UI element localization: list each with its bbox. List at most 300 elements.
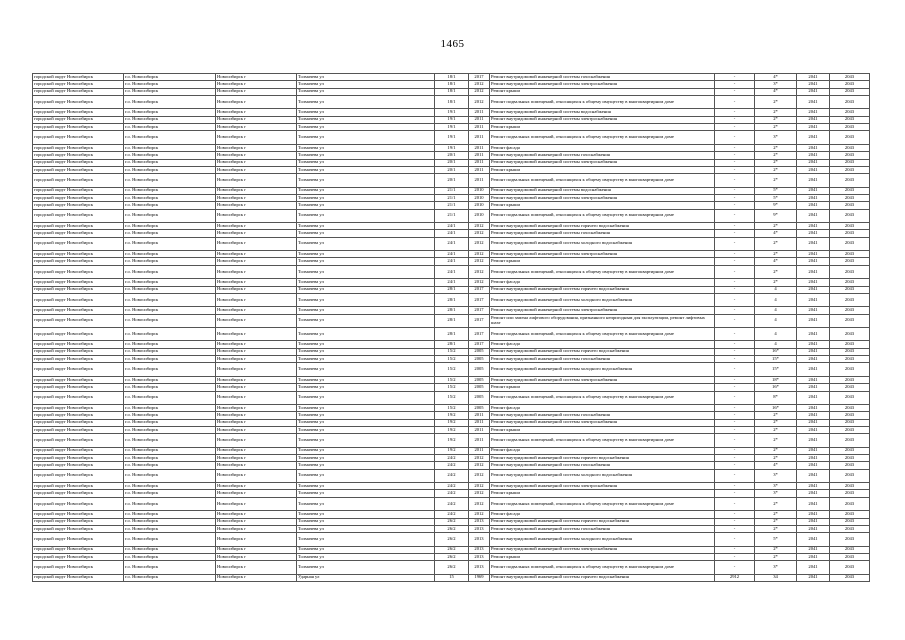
municipality-cell: городской округ Новосибирск [33, 174, 124, 187]
work-type-cell: Ремонт крыши [490, 490, 715, 497]
work-type-cell: Ремонт внутридомовой инженерной системы газоснабжения [490, 462, 715, 469]
house-number-cell: 24/2 [435, 469, 469, 482]
table-row [33, 307, 870, 314]
end-year-cell: 2043 [830, 483, 870, 490]
table-row [33, 279, 870, 286]
area-cell: - [715, 237, 755, 250]
municipality-cell: городской округ Новосибирск [33, 286, 124, 293]
end-year-cell: 2043 [830, 518, 870, 525]
municipality-cell: городской округ Новосибирск [33, 469, 124, 482]
value-cell: 2* [755, 237, 797, 250]
house-number-cell: 28/1 [435, 314, 469, 327]
end-year-cell: 2043 [830, 258, 870, 265]
house-number-cell: 19/1 [435, 116, 469, 123]
start-year-cell: 2041 [797, 251, 830, 258]
house-number-cell: 24/1 [435, 230, 469, 237]
street-cell: Толмачева ул [297, 447, 435, 454]
district-cell: г.о. Новосибирск [124, 426, 216, 433]
table-row [33, 533, 870, 546]
house-number-cell: 20/1 [435, 159, 469, 166]
area-cell: - [715, 88, 755, 95]
year-built-cell: 2012 [469, 237, 490, 250]
district-cell: г.о. Новосибирск [124, 518, 216, 525]
work-type-cell: Ремонт крыши [490, 124, 715, 131]
municipality-cell: городской округ Новосибирск [33, 258, 124, 265]
table-row [33, 469, 870, 482]
year-built-cell: 2005 [469, 348, 490, 355]
house-number-cell: 19/1 [435, 144, 469, 151]
start-year-cell: 2041 [797, 109, 830, 116]
district-cell: г.о. Новосибирск [124, 307, 216, 314]
start-year-cell: 2041 [797, 293, 830, 306]
area-cell: - [715, 490, 755, 497]
district-cell: г.о. Новосибирск [124, 574, 216, 581]
table-row [33, 447, 870, 454]
work-type-cell: Ремонт подвальных помещений, относящихся к общему имуществу в многоквартирном доме [490, 265, 715, 278]
year-built-cell: 2012 [469, 483, 490, 490]
work-type-cell: Ремонт внутридомовой инженерной системы электроснабжения [490, 81, 715, 88]
work-type-cell: Ремонт фасада [490, 511, 715, 518]
municipality-cell: городской округ Новосибирск [33, 230, 124, 237]
district-cell: г.о. Новосибирск [124, 328, 216, 341]
city-cell: Новосибирск г [216, 307, 297, 314]
municipality-cell: городской округ Новосибирск [33, 144, 124, 151]
value-cell: 4* [755, 74, 797, 81]
district-cell: г.о. Новосибирск [124, 412, 216, 419]
area-cell: - [715, 404, 755, 411]
start-year-cell: 2041 [797, 376, 830, 383]
municipality-cell: городской округ Новосибирск [33, 497, 124, 510]
table-row [33, 88, 870, 95]
city-cell: Новосибирск г [216, 574, 297, 581]
district-cell: г.о. Новосибирск [124, 109, 216, 116]
table-row [33, 265, 870, 278]
house-number-cell: 19/2 [435, 412, 469, 419]
municipality-cell: городской округ Новосибирск [33, 434, 124, 447]
end-year-cell: 2043 [830, 404, 870, 411]
end-year-cell: 2043 [830, 469, 870, 482]
house-number-cell: 28/1 [435, 286, 469, 293]
street-cell: Толмачева ул [297, 412, 435, 419]
street-cell: Толмачева ул [297, 376, 435, 383]
area-cell: - [715, 511, 755, 518]
area-cell: - [715, 258, 755, 265]
work-type-cell: Ремонт внутридомовой инженерной системы электроснабжения [490, 251, 715, 258]
municipality-cell: городской округ Новосибирск [33, 166, 124, 173]
end-year-cell: 2043 [830, 265, 870, 278]
house-number-cell: 21/1 [435, 194, 469, 201]
table-row [33, 131, 870, 144]
house-number-cell: 18/1 [435, 74, 469, 81]
end-year-cell: 2043 [830, 490, 870, 497]
start-year-cell: 2041 [797, 209, 830, 222]
area-cell: - [715, 223, 755, 230]
district-cell: г.о. Новосибирск [124, 497, 216, 510]
area-cell: - [715, 376, 755, 383]
district-cell: г.о. Новосибирск [124, 209, 216, 222]
table-row [33, 518, 870, 525]
table-row [33, 74, 870, 81]
street-cell: Толмачева ул [297, 307, 435, 314]
table-row [33, 455, 870, 462]
year-built-cell: 2012 [469, 223, 490, 230]
municipality-cell: городской округ Новосибирск [33, 131, 124, 144]
year-built-cell: 2005 [469, 404, 490, 411]
municipality-cell: городской округ Новосибирск [33, 194, 124, 201]
work-type-cell: Ремонт фасада [490, 144, 715, 151]
house-number-cell: 19/2 [435, 434, 469, 447]
table-row [33, 124, 870, 131]
district-cell: г.о. Новосибирск [124, 447, 216, 454]
city-cell: Новосибирск г [216, 391, 297, 404]
house-number-cell: 15/2 [435, 376, 469, 383]
municipality-cell: городской округ Новосибирск [33, 88, 124, 95]
year-built-cell: 2005 [469, 363, 490, 376]
end-year-cell: 2043 [830, 307, 870, 314]
area-cell: - [715, 328, 755, 341]
work-type-cell: Ремонт внутридомовой инженерной системы холодного водоснабжения [490, 293, 715, 306]
start-year-cell: 2041 [797, 265, 830, 278]
work-type-cell: Ремонт или замена лифтового оборудования, признанного непригодным для эксплуатации, ремонт лифтовых шахт [490, 314, 715, 327]
house-number-cell: 21/1 [435, 187, 469, 194]
city-cell: Новосибирск г [216, 455, 297, 462]
start-year-cell: 2041 [797, 462, 830, 469]
end-year-cell: 2043 [830, 328, 870, 341]
municipality-cell: городской округ Новосибирск [33, 376, 124, 383]
city-cell: Новосибирск г [216, 419, 297, 426]
street-cell: Толмачева ул [297, 341, 435, 348]
city-cell: Новосибирск г [216, 404, 297, 411]
value-cell: 16* [755, 404, 797, 411]
city-cell: Новосибирск г [216, 363, 297, 376]
value-cell: 2* [755, 166, 797, 173]
house-number-cell: 24/2 [435, 483, 469, 490]
year-built-cell: 2013 [469, 561, 490, 574]
city-cell: Новосибирск г [216, 356, 297, 363]
value-cell: 2* [755, 174, 797, 187]
value-cell: 4* [755, 88, 797, 95]
table-row [33, 144, 870, 151]
house-number-cell: 24/1 [435, 237, 469, 250]
year-built-cell: 2011 [469, 434, 490, 447]
year-built-cell: 2012 [469, 96, 490, 109]
start-year-cell: 2041 [797, 348, 830, 355]
city-cell: Новосибирск г [216, 237, 297, 250]
table-row [33, 230, 870, 237]
year-built-cell: 2011 [469, 447, 490, 454]
table-row [33, 561, 870, 574]
value-cell: 2* [755, 497, 797, 510]
work-type-cell: Ремонт внутридомовой инженерной системы холодного водоснабжения [490, 363, 715, 376]
street-cell: Толмачева ул [297, 455, 435, 462]
start-year-cell: 2041 [797, 518, 830, 525]
end-year-cell: 2043 [830, 166, 870, 173]
work-type-cell: Ремонт внутридомовой инженерной системы горячего водоснабжения [490, 455, 715, 462]
work-type-cell: Ремонт крыши [490, 553, 715, 560]
value-cell: 4 [755, 286, 797, 293]
city-cell: Новосибирск г [216, 384, 297, 391]
city-cell: Новосибирск г [216, 131, 297, 144]
value-cell: 2* [755, 434, 797, 447]
city-cell: Новосибирск г [216, 124, 297, 131]
year-built-cell: 2013 [469, 546, 490, 553]
value-cell: 4* [755, 462, 797, 469]
area-cell: - [715, 341, 755, 348]
value-cell: 9* [755, 209, 797, 222]
year-built-cell: 2012 [469, 81, 490, 88]
start-year-cell: 2041 [797, 341, 830, 348]
work-type-cell: Ремонт внутридомовой инженерной системы холодного водоснабжения [490, 469, 715, 482]
district-cell: г.о. Новосибирск [124, 166, 216, 173]
municipality-cell: городской округ Новосибирск [33, 356, 124, 363]
house-number-cell: 21/1 [435, 209, 469, 222]
street-cell: Толмачева ул [297, 391, 435, 404]
area-cell: - [715, 384, 755, 391]
work-type-cell: Ремонт крыши [490, 426, 715, 433]
start-year-cell: 2041 [797, 561, 830, 574]
street-cell: Толмачева ул [297, 237, 435, 250]
area-cell: - [715, 279, 755, 286]
city-cell: Новосибирск г [216, 328, 297, 341]
street-cell: Толмачева ул [297, 546, 435, 553]
street-cell: Толмачева ул [297, 279, 435, 286]
end-year-cell: 2043 [830, 124, 870, 131]
municipality-cell: городской округ Новосибирск [33, 511, 124, 518]
end-year-cell: 2043 [830, 376, 870, 383]
end-year-cell: 2043 [830, 553, 870, 560]
city-cell: Новосибирск г [216, 348, 297, 355]
street-cell: Толмачева ул [297, 166, 435, 173]
year-built-cell: 2010 [469, 202, 490, 209]
area-cell: - [715, 419, 755, 426]
value-cell: 3* [755, 131, 797, 144]
area-cell: - [715, 159, 755, 166]
street-cell: Толмачева ул [297, 202, 435, 209]
work-type-cell: Ремонт подвальных помещений, относящихся к общему имуществу в многоквартирном доме [490, 434, 715, 447]
value-cell: 4 [755, 341, 797, 348]
municipality-cell: городской округ Новосибирск [33, 546, 124, 553]
street-cell: Толмачева ул [297, 356, 435, 363]
value-cell: 3* [755, 483, 797, 490]
city-cell: Новосибирск г [216, 553, 297, 560]
street-cell: Толмачева ул [297, 159, 435, 166]
value-cell: 4* [755, 258, 797, 265]
start-year-cell: 2041 [797, 412, 830, 419]
house-number-cell: 28/1 [435, 293, 469, 306]
year-built-cell: 2012 [469, 469, 490, 482]
street-cell: Толмачева ул [297, 81, 435, 88]
city-cell: Новосибирск г [216, 546, 297, 553]
district-cell: г.о. Новосибирск [124, 124, 216, 131]
start-year-cell: 2041 [797, 455, 830, 462]
district-cell: г.о. Новосибирск [124, 434, 216, 447]
area-cell: - [715, 116, 755, 123]
end-year-cell: 2043 [830, 131, 870, 144]
district-cell: г.о. Новосибирск [124, 187, 216, 194]
city-cell: Новосибирск г [216, 518, 297, 525]
area-cell: - [715, 131, 755, 144]
value-cell: 2* [755, 109, 797, 116]
table-row [33, 553, 870, 560]
table-row [33, 490, 870, 497]
table-row [33, 434, 870, 447]
table-row [33, 363, 870, 376]
city-cell: Новосибирск г [216, 279, 297, 286]
start-year-cell: 2041 [797, 307, 830, 314]
start-year-cell: 2041 [797, 384, 830, 391]
street-cell: Толмачева ул [297, 174, 435, 187]
table-row [33, 194, 870, 201]
value-cell: 2* [755, 116, 797, 123]
work-type-cell: Ремонт внутридомовой инженерной системы газоснабжения [490, 230, 715, 237]
start-year-cell: 2041 [797, 356, 830, 363]
end-year-cell: 2043 [830, 293, 870, 306]
district-cell: г.о. Новосибирск [124, 384, 216, 391]
district-cell: г.о. Новосибирск [124, 363, 216, 376]
value-cell: 2* [755, 412, 797, 419]
year-built-cell: 2011 [469, 426, 490, 433]
work-type-cell: Ремонт внутридомовой инженерной системы газоснабжения [490, 525, 715, 532]
end-year-cell: 2043 [830, 363, 870, 376]
start-year-cell: 2041 [797, 230, 830, 237]
work-type-cell: Ремонт подвальных помещений, относящихся к общему имуществу в многоквартирном доме [490, 96, 715, 109]
area-cell: - [715, 251, 755, 258]
district-cell: г.о. Новосибирск [124, 553, 216, 560]
value-cell: 2* [755, 455, 797, 462]
work-type-cell: Ремонт фасада [490, 447, 715, 454]
year-built-cell: 2005 [469, 391, 490, 404]
value-cell: 2* [755, 251, 797, 258]
municipality-cell: городской округ Новосибирск [33, 96, 124, 109]
start-year-cell: 2041 [797, 511, 830, 518]
value-cell: 2* [755, 546, 797, 553]
house-number-cell: 18/1 [435, 88, 469, 95]
end-year-cell: 2043 [830, 152, 870, 159]
house-number-cell: 26/2 [435, 525, 469, 532]
district-cell: г.о. Новосибирск [124, 194, 216, 201]
year-built-cell: 2010 [469, 187, 490, 194]
city-cell: Новосибирск г [216, 314, 297, 327]
district-cell: г.о. Новосибирск [124, 286, 216, 293]
end-year-cell: 2043 [830, 462, 870, 469]
work-type-cell: Ремонт подвальных помещений, относящихся к общему имуществу в многоквартирном доме [490, 209, 715, 222]
area-cell: - [715, 412, 755, 419]
value-cell: 3* [755, 490, 797, 497]
table-row [33, 152, 870, 159]
municipality-cell: городской округ Новосибирск [33, 293, 124, 306]
table-row [33, 574, 870, 581]
house-number-cell: 24/1 [435, 251, 469, 258]
table-row [33, 116, 870, 123]
district-cell: г.о. Новосибирск [124, 348, 216, 355]
street-cell: Толмачева ул [297, 265, 435, 278]
house-number-cell: 24/2 [435, 455, 469, 462]
municipality-cell: городской округ Новосибирск [33, 419, 124, 426]
municipality-cell: городской округ Новосибирск [33, 412, 124, 419]
city-cell: Новосибирск г [216, 251, 297, 258]
municipality-cell: городской округ Новосибирск [33, 223, 124, 230]
city-cell: Новосибирск г [216, 223, 297, 230]
area-cell: - [715, 483, 755, 490]
street-cell: Толмачева ул [297, 404, 435, 411]
district-cell: г.о. Новосибирск [124, 251, 216, 258]
register-body [33, 74, 870, 582]
start-year-cell: 2041 [797, 533, 830, 546]
start-year-cell: 2041 [797, 223, 830, 230]
value-cell: 2* [755, 426, 797, 433]
city-cell: Новосибирск г [216, 511, 297, 518]
street-cell: Толмачева ул [297, 533, 435, 546]
end-year-cell: 2043 [830, 314, 870, 327]
work-type-cell: Ремонт внутридомовой инженерной системы холодного водоснабжения [490, 533, 715, 546]
end-year-cell: 2043 [830, 251, 870, 258]
house-number-cell: 24/2 [435, 497, 469, 510]
area-cell: - [715, 307, 755, 314]
work-type-cell: Ремонт внутридомовой инженерной системы электроснабжения [490, 483, 715, 490]
area-cell: - [715, 202, 755, 209]
district-cell: г.о. Новосибирск [124, 525, 216, 532]
work-type-cell: Ремонт внутридомовой инженерной системы электроснабжения [490, 116, 715, 123]
table-row [33, 223, 870, 230]
work-type-cell: Ремонт внутридомовой инженерной системы горячего водоснабжения [490, 518, 715, 525]
municipality-cell: городской округ Новосибирск [33, 363, 124, 376]
house-number-cell: 19/2 [435, 426, 469, 433]
year-built-cell: 2012 [469, 230, 490, 237]
city-cell: Новосибирск г [216, 412, 297, 419]
area-cell: - [715, 497, 755, 510]
district-cell: г.о. Новосибирск [124, 279, 216, 286]
work-type-cell: Ремонт внутридомовой инженерной системы электроснабжения [490, 194, 715, 201]
street-cell: Толмачева ул [297, 462, 435, 469]
end-year-cell: 2043 [830, 286, 870, 293]
city-cell: Новосибирск г [216, 434, 297, 447]
municipality-cell: городской округ Новосибирск [33, 159, 124, 166]
start-year-cell: 2041 [797, 483, 830, 490]
house-number-cell: 19/2 [435, 447, 469, 454]
area-cell: - [715, 314, 755, 327]
end-year-cell: 2043 [830, 447, 870, 454]
capital-repair-register-table [32, 73, 870, 582]
year-built-cell: 2011 [469, 166, 490, 173]
city-cell: Новосибирск г [216, 426, 297, 433]
district-cell: г.о. Новосибирск [124, 230, 216, 237]
municipality-cell: городской округ Новосибирск [33, 518, 124, 525]
start-year-cell: 2041 [797, 497, 830, 510]
year-built-cell: 2017 [469, 341, 490, 348]
table-row [33, 546, 870, 553]
end-year-cell: 2043 [830, 384, 870, 391]
district-cell: г.о. Новосибирск [124, 144, 216, 151]
end-year-cell: 2043 [830, 194, 870, 201]
house-number-cell: 21/1 [435, 202, 469, 209]
year-built-cell: 2012 [469, 88, 490, 95]
start-year-cell: 2041 [797, 88, 830, 95]
street-cell: Толмачева ул [297, 490, 435, 497]
district-cell: г.о. Новосибирск [124, 265, 216, 278]
municipality-cell: городской округ Новосибирск [33, 348, 124, 355]
value-cell: 8* [755, 391, 797, 404]
value-cell: 3* [755, 81, 797, 88]
city-cell: Новосибирск г [216, 88, 297, 95]
end-year-cell: 2043 [830, 533, 870, 546]
city-cell: Новосибирск г [216, 152, 297, 159]
street-cell: Толмачева ул [297, 116, 435, 123]
start-year-cell: 2041 [797, 237, 830, 250]
street-cell: Толмачева ул [297, 96, 435, 109]
area-cell: - [715, 525, 755, 532]
street-cell: Толмачева ул [297, 223, 435, 230]
street-cell: Толмачева ул [297, 328, 435, 341]
